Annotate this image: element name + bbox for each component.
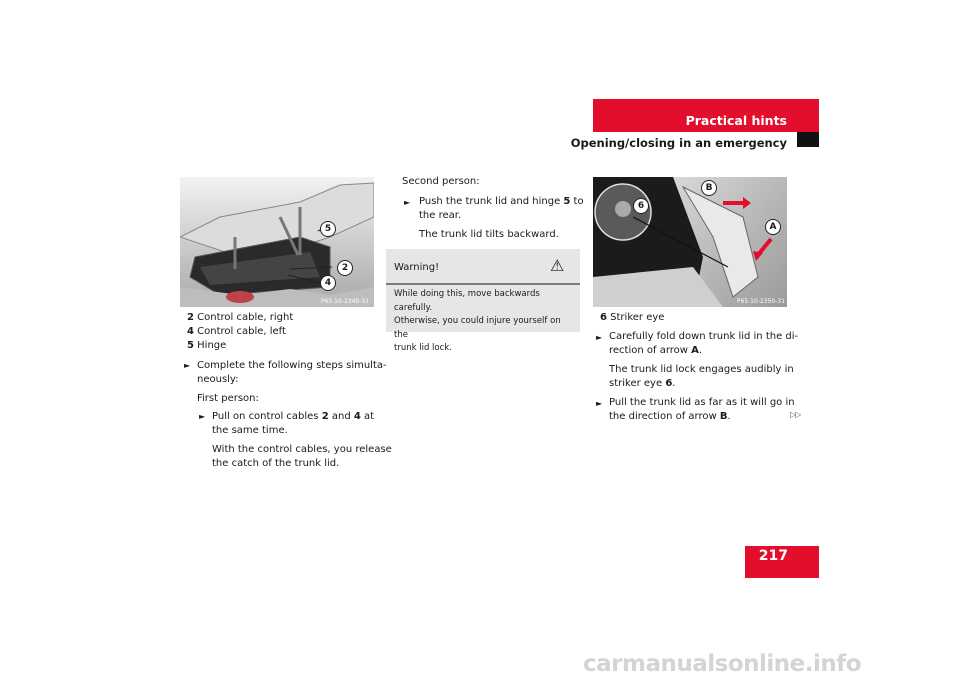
step-text	[609, 410, 731, 424]
arrow-label: A	[691, 345, 699, 356]
step-text: Pull the trunk lid as far as it will go in	[609, 397, 795, 408]
callout-B: B	[701, 180, 717, 196]
step-part: .	[672, 378, 676, 389]
step-part: to	[570, 196, 584, 207]
watermark: carmanualsonline.info	[583, 651, 862, 677]
warning-line: trunk lid lock.	[394, 343, 452, 353]
callout-6: 6	[633, 198, 649, 214]
step-number: 6	[665, 378, 673, 389]
legend-number: 5	[187, 340, 194, 351]
warning-line: While doing this, move backwards carefully.	[394, 289, 540, 313]
step-text: Complete the following steps simulta-	[197, 360, 387, 371]
trunk-lid-drawing	[593, 177, 787, 307]
legend-number: 2	[187, 312, 194, 323]
step-part: striker eye	[609, 378, 666, 389]
substep-number: 4	[353, 411, 361, 422]
section-subtitle: Opening/closing in an emergency	[570, 136, 787, 150]
warning-text	[394, 288, 576, 356]
legend-text: Control cable, left	[197, 326, 286, 337]
step-part: .	[698, 345, 703, 356]
continue-icon: ▷▷	[790, 410, 801, 419]
callout-A: A	[765, 219, 781, 235]
substep-part: and	[328, 411, 354, 422]
warning-triangle-icon: ⚠	[550, 256, 565, 275]
first-person-label: First person:	[197, 393, 259, 404]
step-part: .	[727, 411, 731, 422]
substep-number: 2	[321, 411, 329, 422]
step-note: The trunk lid lock engages audibly in	[609, 364, 794, 375]
arrow-label: B	[719, 411, 728, 422]
step-arrow-icon: ►	[596, 333, 603, 342]
step-text: the rear.	[419, 210, 462, 221]
substep-part: Pull on control cables	[212, 411, 322, 422]
trunk-cables-drawing	[180, 177, 374, 307]
step-note	[609, 377, 675, 391]
step-arrow-icon: ►	[199, 412, 206, 421]
step-arrow-icon: ►	[184, 361, 191, 370]
legend-number: 6	[600, 312, 607, 323]
legend-text: Hinge	[197, 340, 227, 351]
step-number: 5	[563, 196, 571, 207]
second-person-label: Second person:	[402, 176, 480, 187]
step-text	[419, 195, 584, 209]
warning-divider	[386, 283, 580, 285]
step-text: neously:	[197, 374, 239, 385]
step-part: Push the trunk lid and hinge	[419, 196, 564, 207]
callout-4: 4	[320, 275, 336, 291]
trunk-lid-illustration	[593, 177, 787, 307]
step-part: rection of arrow	[609, 345, 692, 356]
legend-item	[187, 325, 286, 339]
substep-note: With the control cables, you release	[212, 444, 392, 455]
page-number: 217	[758, 548, 788, 564]
legend-item	[600, 311, 664, 325]
legend-item	[187, 311, 293, 325]
step-part: the direction of arrow	[609, 411, 720, 422]
section-title: Practical hints	[685, 113, 787, 128]
step-text: Carefully fold down trunk lid in the di-	[609, 331, 799, 342]
legend-text: Striker eye	[610, 312, 665, 323]
substep-text	[212, 410, 374, 424]
callout-2: 2	[337, 260, 353, 276]
image-reference: P65.10-2349-31	[321, 298, 370, 305]
warning-line: Otherwise, you could injure yourself on the	[394, 316, 561, 340]
substep-text: the same time.	[212, 425, 288, 436]
step-text	[609, 344, 702, 358]
step-arrow-icon: ►	[596, 399, 603, 408]
warning-title: Warning!	[394, 262, 440, 273]
legend-item	[187, 339, 226, 353]
header-marker	[797, 132, 819, 147]
legend-text: Control cable, right	[197, 312, 294, 323]
step-note: The trunk lid tilts backward.	[419, 229, 559, 240]
substep-note: the catch of the trunk lid.	[212, 458, 340, 469]
legend-number: 4	[187, 326, 194, 337]
step-arrow-icon: ►	[404, 198, 411, 207]
substep-part: at	[360, 411, 375, 422]
image-reference: P65.10-2350-31	[737, 298, 786, 305]
callout-5: 5	[320, 221, 336, 237]
trunk-cables-illustration	[180, 177, 374, 307]
